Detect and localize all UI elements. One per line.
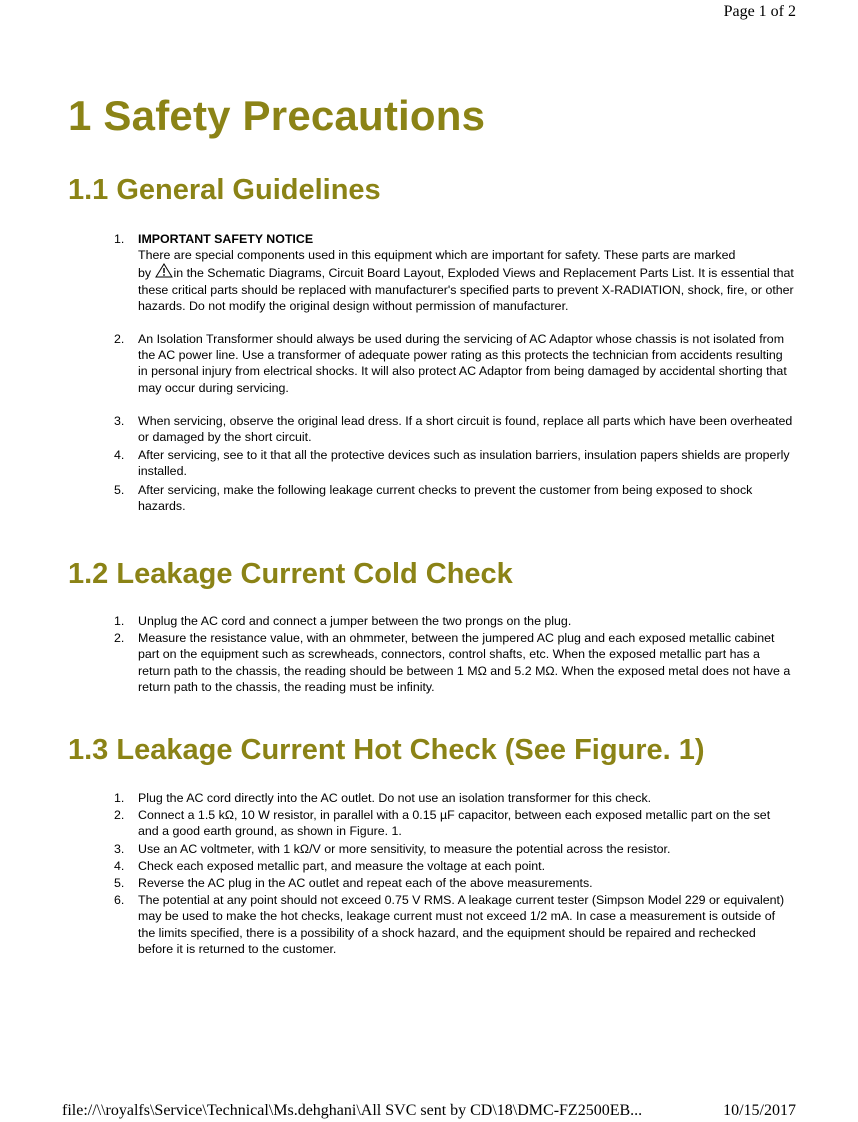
list-item: [108, 413, 794, 445]
item-text: The potential at any point should not exceed 0.75 V RMS. A leakage current tester (Simpson Model 229 or equivalent) may be used to make the hot checks, leakage current must not exceed 1/2 mA. In case a measurement is outside of the limits specified, there is a possibility of a shock hazard, and the equipment should be repaired and rechecked before it is returned to the customer.: [138, 893, 785, 956]
page-title: 1 Safety Precautions: [68, 92, 486, 139]
cold-check-list: [108, 613, 794, 695]
list-item: [108, 807, 794, 839]
item-number: 1.: [114, 791, 125, 805]
list-item: [108, 331, 794, 396]
item-number: 3.: [114, 413, 125, 428]
item-text: After servicing, see to it that all the protective devices such as insulation barriers, insulation papers shields are properly installed.: [138, 448, 790, 479]
list-item: [108, 630, 794, 695]
item-text: Reverse the AC plug in the AC outlet and repeat each of the above measurements.: [138, 876, 593, 891]
item-number: 2.: [114, 631, 125, 646]
general-guidelines-list: [108, 231, 794, 514]
item-number: 1.: [114, 232, 125, 246]
item-text: Check each exposed metallic part, and measure the voltage at each point.: [138, 858, 546, 873]
item-number: 3.: [114, 841, 125, 856]
list-item: [108, 858, 794, 874]
item-text: Use an AC voltmeter, with 1 kΩ/V or more sensitivity, to measure the potential across the resistor.: [138, 841, 671, 856]
page-number: Page 1 of 2: [723, 3, 796, 20]
item-text: There are special components used in this equipment which are important for safety. These parts are marked: [138, 248, 736, 263]
item-text: Unplug the AC cord and connect a jumper between the two prongs on the plug.: [138, 614, 572, 628]
item-number: 2.: [114, 332, 125, 347]
section-heading-cold-check: 1.2 Leakage Current Cold Check: [68, 558, 513, 590]
hot-check-list: [108, 790, 794, 957]
list-item: [108, 790, 794, 806]
warning-triangle-icon: [155, 263, 173, 278]
list-item: [108, 482, 794, 514]
item-number: 4.: [114, 858, 125, 873]
footer-file-path: file://\\royalfs\Service\Technical\Ms.dehghani\All SVC sent by CD\18\DMC-FZ2500EB...: [62, 1102, 643, 1119]
important-safety-notice-heading: IMPORTANT SAFETY NOTICE: [138, 232, 314, 246]
item-number: 1.: [114, 614, 125, 628]
item-text: Plug the AC cord directly into the AC outlet. Do not use an isolation transformer for this check.: [138, 791, 652, 805]
item-number: 4.: [114, 448, 125, 463]
item-text: in the Schematic Diagrams, Circuit Board Layout, Exploded Views and Replacement Parts List. It is essential that these critical parts should be replaced with manufacturer's specified parts to prevent X-RADIATION, shock, fire, or other hazards. Do not modify the original design without permission of manufacturer.: [138, 266, 794, 313]
item-number: 6.: [114, 893, 125, 908]
list-item: [108, 447, 794, 479]
list-item: [108, 231, 794, 314]
item-number: 5.: [114, 876, 125, 891]
item-number: 5.: [114, 482, 125, 497]
item-text: by: [138, 266, 155, 281]
list-item: [108, 841, 794, 857]
list-item: [108, 875, 794, 891]
item-number: 2.: [114, 808, 125, 823]
footer-date: 10/15/2017: [723, 1102, 796, 1119]
item-text: When servicing, observe the original lead dress. If a short circuit is found, replace all parts which have been overheated or damaged by the short circuit.: [138, 413, 793, 445]
section-heading-hot-check: 1.3 Leakage Current Hot Check (See Figure. 1): [68, 734, 705, 766]
item-text: Measure the resistance value, with an ohmmeter, between the jumpered AC plug and each exposed metallic cabinet part on the equipment such as screwheads, connectors, control shafts, etc. When the exposed metallic part has a return path to the chassis, the reading should be between 1 MΩ and 5.2 MΩ. When the exposed metal does not have a return path to the chassis, the reading must be infinity.: [138, 631, 791, 694]
item-text: Connect a 1.5 kΩ, 10 W resistor, in parallel with a 0.15 µF capacitor, between each exposed metallic part on the set and a good earth ground, as shown in Figure. 1.: [138, 808, 771, 839]
section-heading-general-guidelines: 1.1 General Guidelines: [68, 174, 381, 206]
list-item: [108, 892, 794, 957]
list-item: [108, 613, 794, 629]
item-text: After servicing, make the following leakage current checks to prevent the customer from being exposed to shock hazards.: [138, 482, 753, 513]
item-text: An Isolation Transformer should always be used during the servicing of AC Adaptor whose chassis is not isolated from the AC power line. Use a transformer of adequate power rating as this protects the technician from accidents resulting in personal injury from electrical shocks. It will also protect AC Adaptor from being damaged by accidental shorting that may occur during servicing.: [138, 332, 787, 395]
